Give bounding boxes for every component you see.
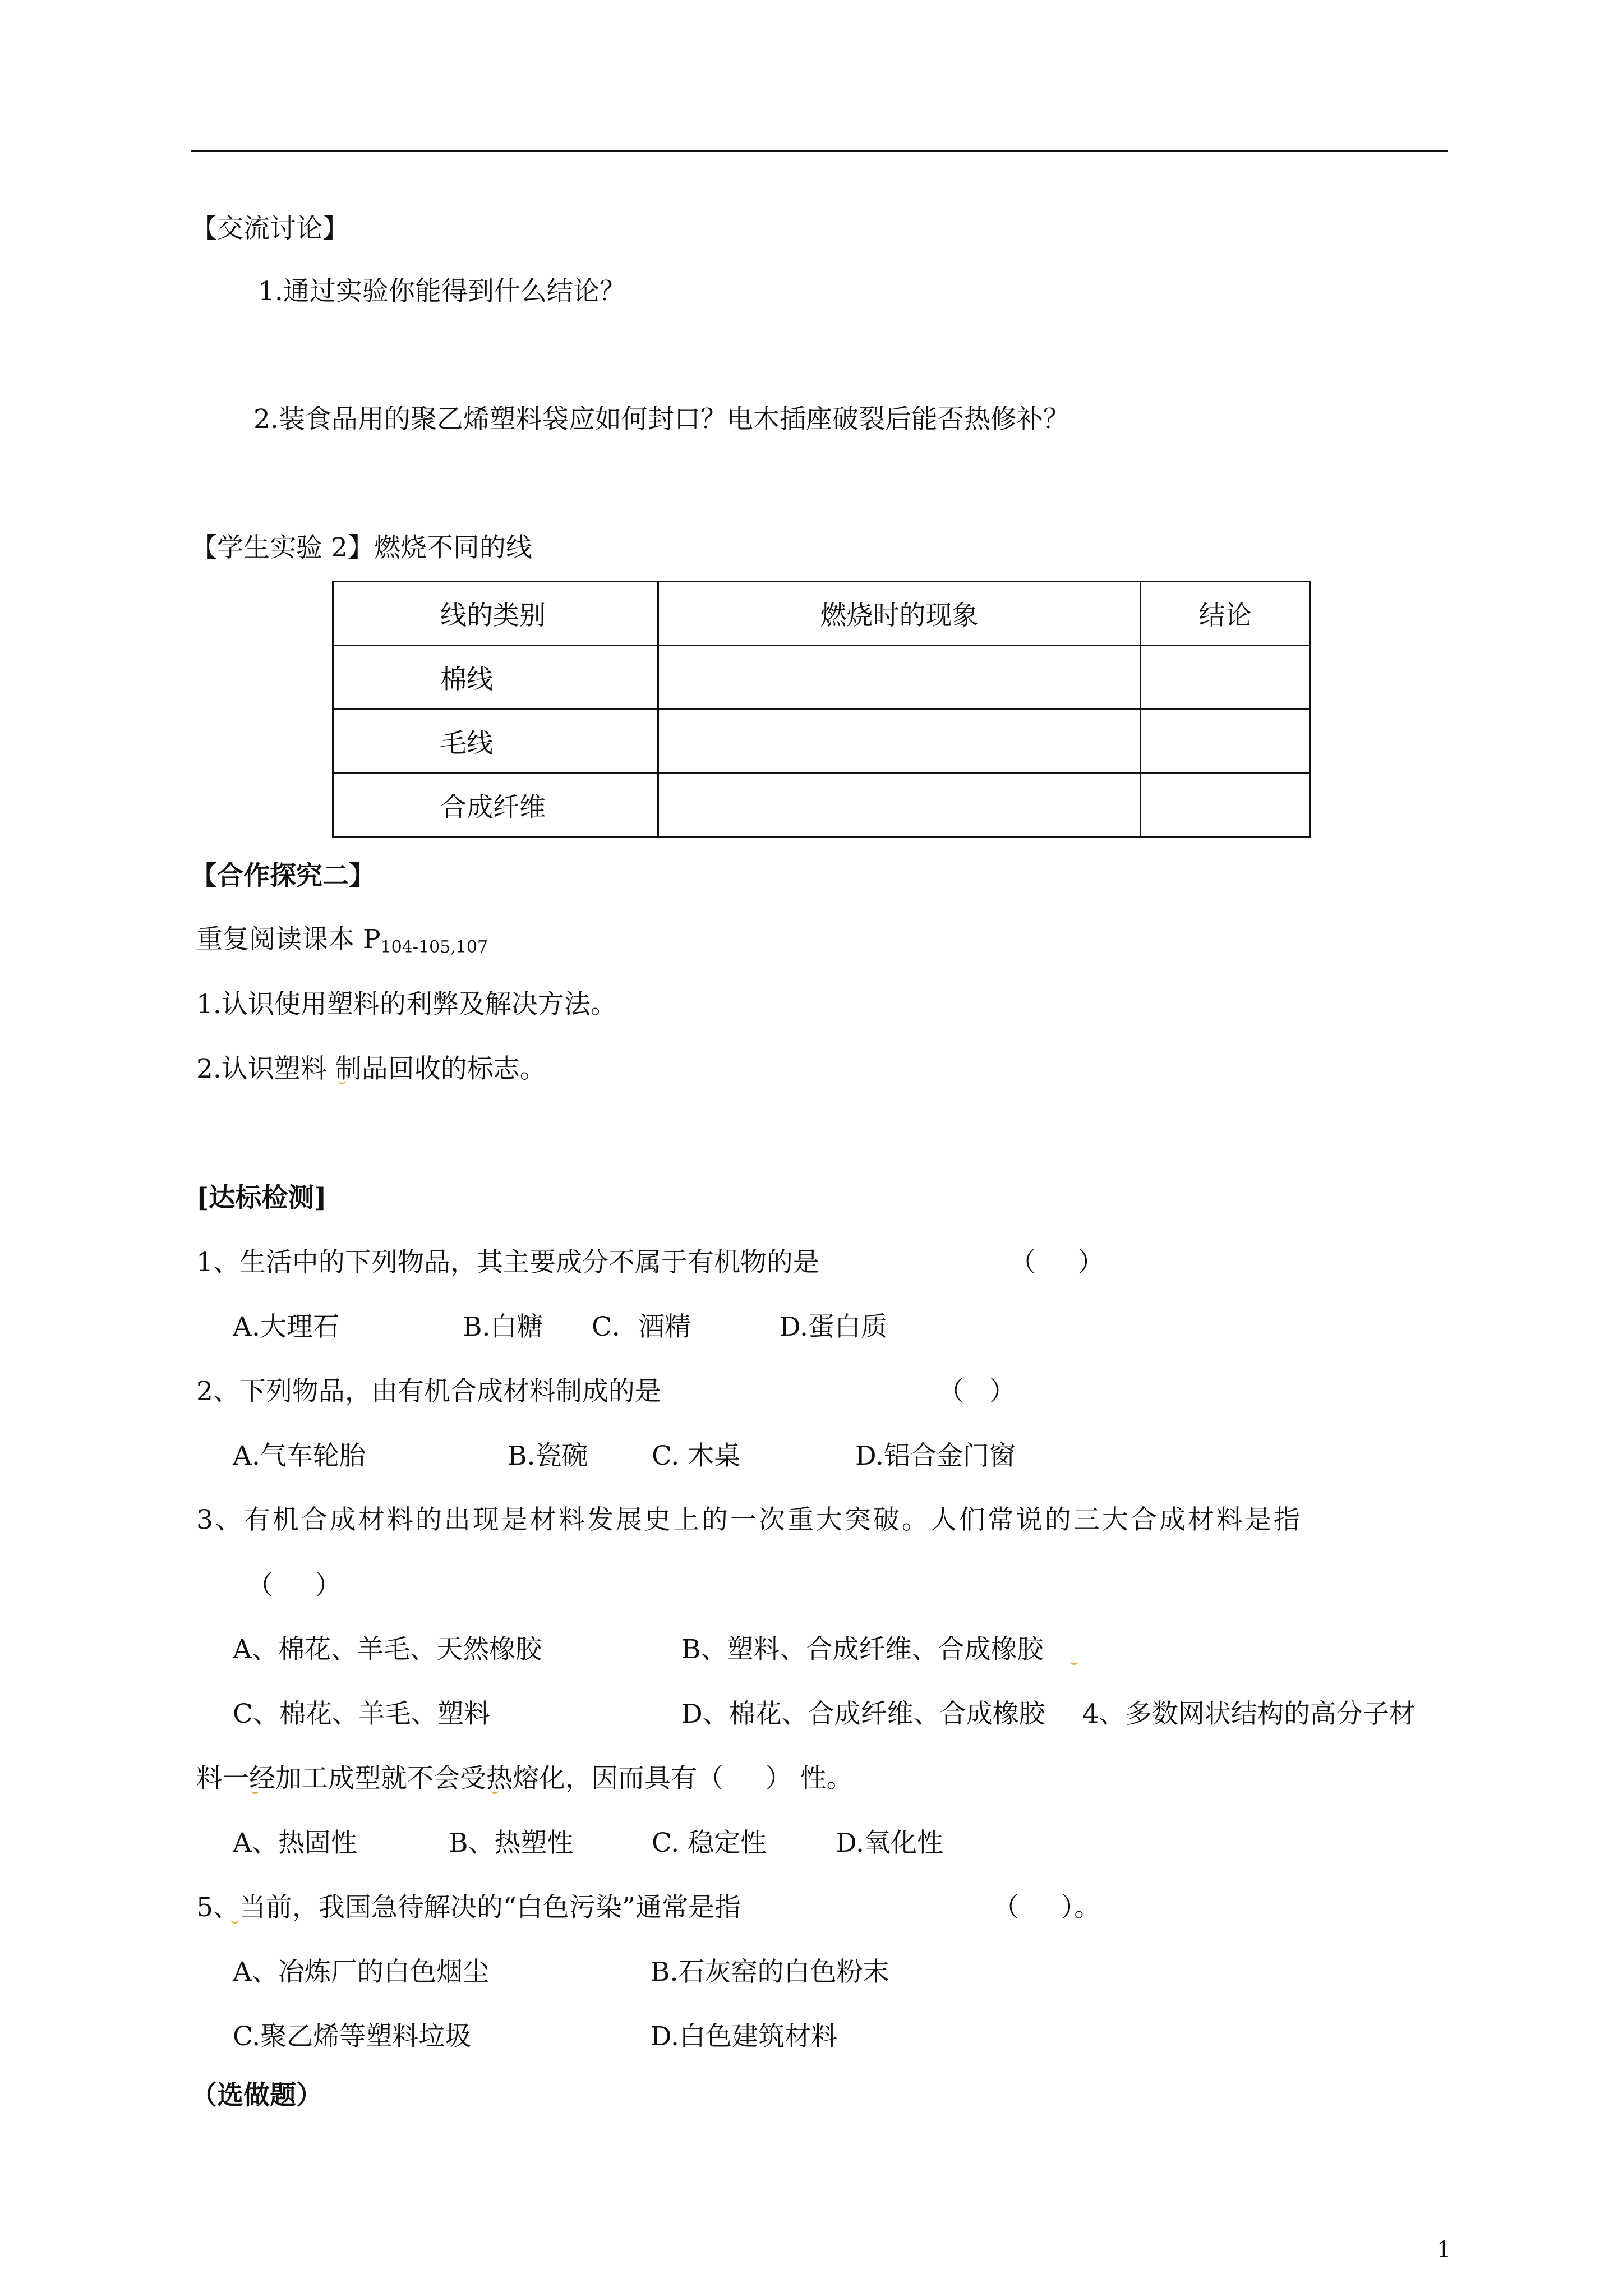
q1-option-d: D.蛋白质 [780,1312,887,1342]
reading-pages: 104-105,107 [380,937,488,957]
q3-option-b: B、塑料、合成纤维、合成橡胶 [681,1634,1044,1665]
reading-assignment [196,923,488,964]
optional-questions-heading: （选做题） [191,2080,322,2111]
q5-option-b: B.石灰窑的白色粉末 [651,1957,889,1987]
test-question-4-start: 4、多数网状结构的高分子材 [1082,1699,1415,1729]
test-question-1: 1、生活中的下列物品，其主要成分不属于有机物的是 [196,1247,819,1278]
q3-option-a: A、棉花、羊毛、天然橡胶 [233,1634,542,1665]
q4-option-a: A、热固性 [233,1828,357,1858]
conclusion-cell [1141,646,1310,710]
q2-option-c: C. 木桌 [652,1441,741,1471]
q2-option-a: A.气车轮胎 [233,1441,366,1471]
table-row [333,710,1310,774]
q3-option-d: D、棉花、合成纤维、合成橡胶 [681,1699,1045,1729]
conclusion-cell [1141,710,1310,774]
page-number: 1 [1437,2237,1451,2263]
q4-option-d: D.氧化性 [836,1828,943,1858]
test-question-5: 5、当前，我国急待解决的“白色污染”通常是指 [196,1892,741,1923]
experiment-2-heading: 【学生实验 2】燃烧不同的线 [191,532,532,563]
q4-option-c: C. 稳定性 [652,1828,767,1858]
column-header-thread-type: 线的类别 [333,582,658,646]
answer-blank-3: （ ） [247,1570,342,1601]
q5-option-a: A、冶炼厂的白色烟尘 [233,1957,489,1987]
q2-option-d: D.铝合金门窗 [855,1441,1016,1471]
q1-option-b: B.白糖 [463,1312,543,1342]
discussion-question-1: 1.通过实验你能得到什么结论？ [258,276,626,307]
experiment-table [332,581,1311,838]
discussion-heading: 【交流讨论】 [191,213,349,244]
revision-mark [1070,1660,1078,1665]
phenomenon-cell [658,646,1141,710]
row-label-wool: 毛线 [333,710,658,774]
q2-option-b: B.瓷碗 [508,1441,588,1471]
answer-blank-2: （ ） [938,1376,1016,1407]
reading-prefix: 重复阅读课本 P [196,924,381,955]
table-header-row [333,582,1310,646]
q1-option-c: C．酒精 [592,1312,691,1342]
table-row [333,774,1310,838]
phenomenon-cell [658,710,1141,774]
row-label-synthetic-fiber: 合成纤维 [333,774,658,838]
answer-blank-5: （ ）。 [993,1892,1101,1923]
table-row [333,646,1310,710]
phenomenon-cell [658,774,1141,838]
discussion-question-2: 2.装食品用的聚乙烯塑料袋应如何封口？电木插座破裂后能否热修补？ [253,404,1069,435]
test-question-4-continued: 料一经加工成型就不会受热熔化，因而具有（ ） 性。 [196,1763,853,1794]
q5-option-d: D.白色建筑材料 [651,2021,837,2052]
test-question-3: 3、有机合成材料的出现是材料发展史上的一次重大突破。人们常说的三大合成材料是指 [196,1504,1302,1535]
test-question-2: 2、下列物品，由有机合成材料制成的是 [196,1376,661,1407]
conclusion-cell [1141,774,1310,838]
q4-option-b: B、热塑性 [449,1828,574,1858]
cooperation-2-heading: 【合作探究二】 [191,861,375,891]
test-heading: [达标检测] [196,1182,327,1213]
row-label-cotton: 棉线 [333,646,658,710]
answer-blank-1: （ ） [1009,1247,1104,1278]
column-header-conclusion: 结论 [1141,582,1310,646]
q3-option-c: C、棉花、羊毛、塑料 [233,1699,490,1729]
cooperation-item-1: 1.认识使用塑料的利弊及解决方法。 [196,989,617,1020]
cooperation-item-2: 2.认识塑料 制品回收的标志。 [196,1053,546,1084]
column-header-phenomenon: 燃烧时的现象 [658,582,1141,646]
q1-option-a: A.大理石 [233,1312,339,1342]
q5-option-c: C.聚乙烯等塑料垃圾 [233,2021,472,2052]
header-rule [191,150,1448,152]
